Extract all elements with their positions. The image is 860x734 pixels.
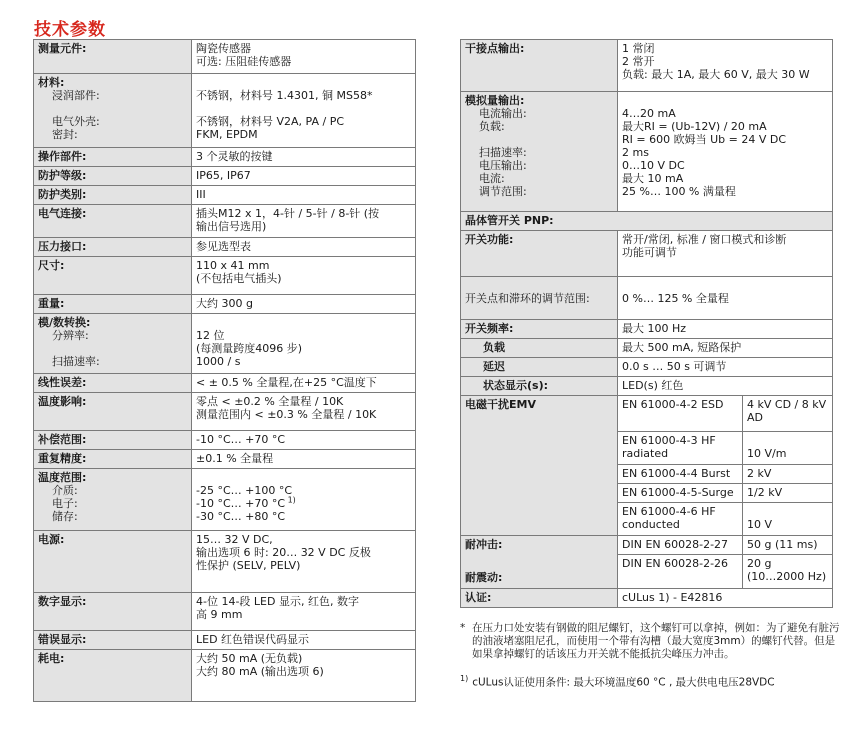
label-cell (34, 167, 192, 186)
value-cell (192, 148, 416, 167)
emv-value-cell (743, 484, 833, 503)
value-line: (每测量跨度4096 步) (196, 342, 303, 355)
label-cell (34, 205, 192, 238)
left-spec-table (33, 39, 416, 702)
value-line: conducted (622, 518, 680, 531)
sub-label: 扫描速率: (52, 355, 100, 368)
value-cell (192, 631, 416, 650)
value-line: 15… 32 V DC, (196, 533, 273, 546)
shock-label-cell (461, 536, 618, 589)
emv-value-cell (743, 396, 833, 432)
spec-row (34, 40, 416, 74)
emv-standard-cell (618, 465, 743, 484)
spec-row (34, 450, 416, 469)
value-line: FKM, EPDM (196, 128, 258, 141)
sub-label: 密封: (52, 128, 78, 141)
spec-row (34, 295, 416, 314)
row-label: 模/数转换: (38, 316, 91, 329)
emv-standard-cell (618, 484, 743, 503)
value-line: 最大 100 Hz (622, 322, 687, 335)
spec-table-right (460, 39, 833, 608)
value-line: 高 9 mm (196, 608, 243, 621)
value-line: 大约 80 mA (输出选项 6) (196, 665, 324, 678)
row-label: 线性误差: (38, 376, 87, 389)
blank-line (196, 471, 411, 484)
row-label: 负载 (483, 341, 505, 354)
label-cell (34, 74, 192, 148)
spec-row (34, 631, 416, 650)
value-line: AD (747, 411, 763, 424)
value-line: 不锈钢，材料号 V2A, PA / PC (196, 115, 345, 128)
value-line: 参见选型表 (196, 240, 251, 253)
sub-label: 调节范围: (479, 185, 527, 198)
label-cell (34, 295, 192, 314)
label-cell (34, 631, 192, 650)
value-cell (618, 231, 833, 277)
row-label: 电气连接: (38, 207, 87, 220)
value-line: EN 61000-4-3 HF (622, 434, 716, 447)
value-line: LED 红色错误代码显示 (196, 633, 310, 646)
label-cell (34, 431, 192, 450)
spec-table-left (33, 39, 416, 702)
sub-label: 扫描速率: (479, 146, 527, 159)
emv-value-cell (743, 465, 833, 484)
value-line: 大约 50 mA (无负载) (196, 652, 303, 665)
value-line: (不包括电气插头) (196, 272, 282, 285)
value-cell (192, 295, 416, 314)
row-label: 干接点输出: (465, 42, 525, 55)
row-label: 重量: (38, 297, 65, 310)
label-cell (461, 339, 618, 358)
shock-standard-cell (618, 555, 743, 589)
cert-label-cell (461, 589, 618, 608)
value-line: RI = 600 欧姆当 Ub = 24 V DC (622, 133, 786, 146)
value-line: EN 61000-4-5-Surge (622, 486, 734, 499)
value-cell (192, 393, 416, 431)
value-cell (618, 339, 833, 358)
blank-line (196, 316, 411, 329)
value-line: 测量范围内 < ±0.3 % 全量程 / 10K (196, 408, 377, 421)
value-cell (618, 377, 833, 396)
value-cell (192, 531, 416, 593)
spec-row (461, 212, 833, 231)
spec-row (34, 431, 416, 450)
value-line: 20 g (747, 557, 772, 570)
spec-row (461, 92, 833, 212)
row-label: 防护类别: (38, 188, 87, 201)
value-cell (192, 469, 416, 531)
row-label: 模拟量输出: (465, 94, 525, 107)
value-line: ±0.1 % 全量程 (196, 452, 274, 465)
sub-label: 负载: (479, 120, 505, 133)
label-cell (34, 148, 192, 167)
blank-line (196, 102, 411, 115)
row-label: 尺寸: (38, 259, 65, 272)
label-cell (461, 92, 618, 212)
value-cell (192, 257, 416, 295)
gap (465, 551, 613, 571)
footnote-ref: 1) (285, 495, 296, 505)
footnote-1-text: cULus认证使用条件: 最大环境温度60 °C , 最大供电电压28VDC (472, 676, 775, 689)
label-cell (34, 40, 192, 74)
label-cell (461, 277, 618, 320)
shock-value-cell (743, 536, 833, 555)
label-cell (34, 593, 192, 631)
value-line: 1 常闭 (622, 42, 655, 55)
sub-label: 浸润部件: (52, 89, 100, 102)
row-label: 电磁干扰EMV (465, 398, 536, 411)
spec-row (34, 74, 416, 148)
spec-row (34, 593, 416, 631)
spec-row (34, 650, 416, 702)
label-cell (34, 393, 192, 431)
value-line: 大约 300 g (196, 297, 253, 310)
value-line: 50 g (11 ms) (747, 538, 818, 551)
value-line: 开关点和滞环的调节范围: (465, 291, 590, 305)
footnote-star-mark: * (460, 622, 466, 634)
blank-line (465, 133, 613, 146)
row-label: 温度范围: (38, 471, 87, 484)
value-cell (192, 167, 416, 186)
value-line: 1000 / s (196, 355, 241, 368)
value-cell (192, 205, 416, 238)
spec-row (34, 205, 416, 238)
footnote-star (460, 622, 840, 661)
spec-row (461, 40, 833, 92)
value-line: 功能可调节 (622, 246, 677, 259)
value-line: 插头M12 x 1，4-针 / 5-针 / 8-针 (按 (196, 207, 380, 220)
right-spec-table (460, 39, 833, 608)
value-cell (618, 320, 833, 339)
sub-label: 电流输出: (479, 107, 527, 120)
value-cell (192, 314, 416, 374)
value-line: DIN EN 60028-2-26 (622, 557, 729, 570)
label-cell (34, 374, 192, 393)
value-line: 4 kV CD / 8 kV (747, 398, 827, 411)
row-label: 认证: (465, 591, 492, 604)
blank-line (38, 102, 187, 115)
value-line: 可选: 压阻硅传感器 (196, 55, 292, 68)
spec-row (34, 374, 416, 393)
sub-label: 电气外壳: (52, 115, 100, 128)
label-cell (34, 450, 192, 469)
spec-row (34, 186, 416, 205)
label-cell (461, 358, 618, 377)
page-title: 技术参数 (34, 20, 106, 40)
label-cell (34, 469, 192, 531)
spec-row (461, 377, 833, 396)
label-cell (34, 186, 192, 205)
sub-label: 分辨率: (52, 329, 89, 342)
value-line: 2 常开 (622, 55, 655, 68)
footnotes (460, 622, 840, 690)
row-label: 温度影响: (38, 395, 87, 408)
value-line: 负载: 最大 1A, 最大 60 V, 最大 30 W (622, 68, 810, 81)
label-cell (461, 320, 618, 339)
spec-row (34, 257, 416, 295)
value-line: 性保护 (SELV, PELV) (196, 559, 301, 572)
value-line: III (196, 188, 206, 201)
cert-value-cell (618, 589, 833, 608)
blank-line (747, 505, 828, 518)
shock-value-cell (743, 555, 833, 589)
row-label: 数字显示: (38, 595, 87, 608)
emv-label-cell (461, 396, 618, 536)
footnote-star-text: 在压力口处安装有钢做的阻尼螺钉，这个螺钉可以拿掉，例如：为了避免有脏污的油液堵塞阻尼孔，而使用一个带有沟槽（最大宽度3mm）的螺钉代替。但是如果拿掉螺钉的话该压力开关就不能抵抗尖峰压力冲击。 (472, 622, 840, 660)
label-cell (34, 257, 192, 295)
value-line: LED(s) 红色 (622, 379, 684, 392)
value-cell (192, 238, 416, 257)
sub-label: 电流: (479, 172, 505, 185)
row-label: 操作部件: (38, 150, 87, 163)
value-cell (618, 358, 833, 377)
row-label: 开关频率: (465, 322, 514, 335)
row-label: 电源: (38, 533, 65, 546)
emv-value-cell (743, 503, 833, 536)
sub-label: 介质: (52, 484, 78, 497)
spec-row (34, 238, 416, 257)
spec-row (34, 469, 416, 531)
value-line: radiated (622, 447, 669, 460)
value-line: -10 °C… +70 °C (196, 433, 286, 446)
value-line: 110 x 41 mm (196, 259, 270, 272)
row-label: 状态显示(s): (483, 379, 549, 392)
shock-row (461, 536, 833, 555)
value-line: EN 61000-4-2 ESD (622, 398, 724, 411)
spec-row (34, 148, 416, 167)
spec-row (34, 167, 416, 186)
value-cell (192, 450, 416, 469)
value-line: 零点 < ±0.2 % 全量程 / 10K (196, 395, 344, 408)
blank-line (747, 434, 828, 447)
label-cell (34, 650, 192, 702)
value-line: 12 位 (196, 329, 225, 342)
value-line: 25 %… 100 % 满量程 (622, 185, 736, 198)
row-label: 延迟 (483, 360, 505, 373)
spec-row (461, 277, 833, 320)
row-label: 压力接口: (38, 240, 87, 253)
row-label: 耗电: (38, 652, 65, 665)
cert-row (461, 589, 833, 608)
row-label: 防护等级: (38, 169, 87, 182)
spec-row (461, 358, 833, 377)
emv-standard-cell (618, 396, 743, 432)
value-cell (618, 40, 833, 92)
value-line: < ± 0.5 % 全量程,在+25 °C温度下 (196, 376, 377, 389)
sub-label: 电子: (52, 497, 78, 510)
row-label: 测量元件: (38, 42, 87, 55)
blank-line (622, 94, 828, 107)
value-line: EN 61000-4-6 HF (622, 505, 716, 518)
value-line: 2 kV (747, 467, 772, 480)
shock-standard-cell (618, 536, 743, 555)
footnote-1-mark: 1) (460, 674, 469, 683)
value-line: 10 V/m (747, 447, 787, 460)
blank-line (38, 342, 187, 355)
value-line: EN 61000-4-4 Burst (622, 467, 731, 480)
emv-standard-cell (618, 503, 743, 536)
value-line: cULus 1) - E42816 (622, 591, 723, 604)
value-cell (192, 74, 416, 148)
value-cell (618, 277, 833, 320)
row-label: 补偿范围: (38, 433, 87, 446)
label-cell (461, 377, 618, 396)
row-label: 开关功能: (465, 233, 514, 246)
spec-row (461, 320, 833, 339)
value-cell (192, 650, 416, 702)
spec-row (34, 314, 416, 374)
value-cell (192, 374, 416, 393)
sub-label: 储存: (52, 510, 78, 523)
value-line: 0.0 s … 50 s 可调节 (622, 360, 727, 373)
value-line: 不锈钢，材料号 1.4301, 铜 MS58* (196, 89, 373, 102)
emv-standard-cell (618, 432, 743, 465)
label-cell (461, 231, 618, 277)
row-label: 耐冲击: (465, 538, 503, 551)
label-cell (461, 40, 618, 92)
row-label: 错误显示: (38, 633, 87, 646)
value-line: 3 个灵敏的按键 (196, 150, 273, 163)
value-line: 4-位 14-段 LED 显示, 红色, 数字 (196, 595, 359, 608)
row-label: 晶体管开关 PNP: (465, 214, 554, 227)
value-line: (10…2000 Hz) (747, 570, 827, 583)
spec-row (461, 231, 833, 277)
emv-value-cell (743, 432, 833, 465)
value-line: 1/2 kV (747, 486, 783, 499)
footnote-1 (460, 672, 840, 690)
value-line: 10 V (747, 518, 773, 531)
value-line: 最大 500 mA, 短路保护 (622, 341, 742, 354)
sub-label: 电压输出: (479, 159, 527, 172)
value-line: 陶瓷传感器 (196, 42, 251, 55)
value-line: -25 °C… +100 °C (196, 484, 293, 497)
value-line: 常开/常闭, 标准 / 窗口模式和诊断 (622, 233, 787, 246)
value-line: 2 ms (622, 146, 649, 159)
value-line: 输出信号选用) (196, 220, 267, 233)
spec-row (461, 339, 833, 358)
value-cell (618, 92, 833, 212)
row-label: 材料: (38, 76, 65, 89)
value-cell (192, 431, 416, 450)
value-cell (192, 593, 416, 631)
value-line: 最大 10 mA (622, 172, 684, 185)
value-line: 4…20 mA (622, 107, 676, 120)
blank-line (196, 76, 411, 89)
spec-row (34, 393, 416, 431)
value-cell (192, 186, 416, 205)
value-line: -30 °C… +80 °C (196, 510, 286, 523)
value-line: IP65, IP67 (196, 169, 251, 182)
value-cell (192, 40, 416, 74)
label-cell (34, 238, 192, 257)
label-cell (34, 314, 192, 374)
value-line: 0…10 V DC (622, 159, 685, 172)
row-label: 重复精度: (38, 452, 87, 465)
value-line: 最大RI = (Ub-12V) / 20 mA (622, 120, 767, 133)
label-cell (34, 531, 192, 593)
emv-row (461, 396, 833, 432)
value-line: -10 °C… +70 °C $^{1)}$ (196, 495, 296, 510)
spec-row (34, 531, 416, 593)
value-line: 输出选项 6 时: 20… 32 V DC 反极 (196, 546, 371, 559)
row-label: 耐震动: (465, 571, 503, 584)
value-line: DIN EN 60028-2-27 (622, 538, 729, 551)
value-line: 0 %… 125 % 全量程 (622, 291, 729, 305)
